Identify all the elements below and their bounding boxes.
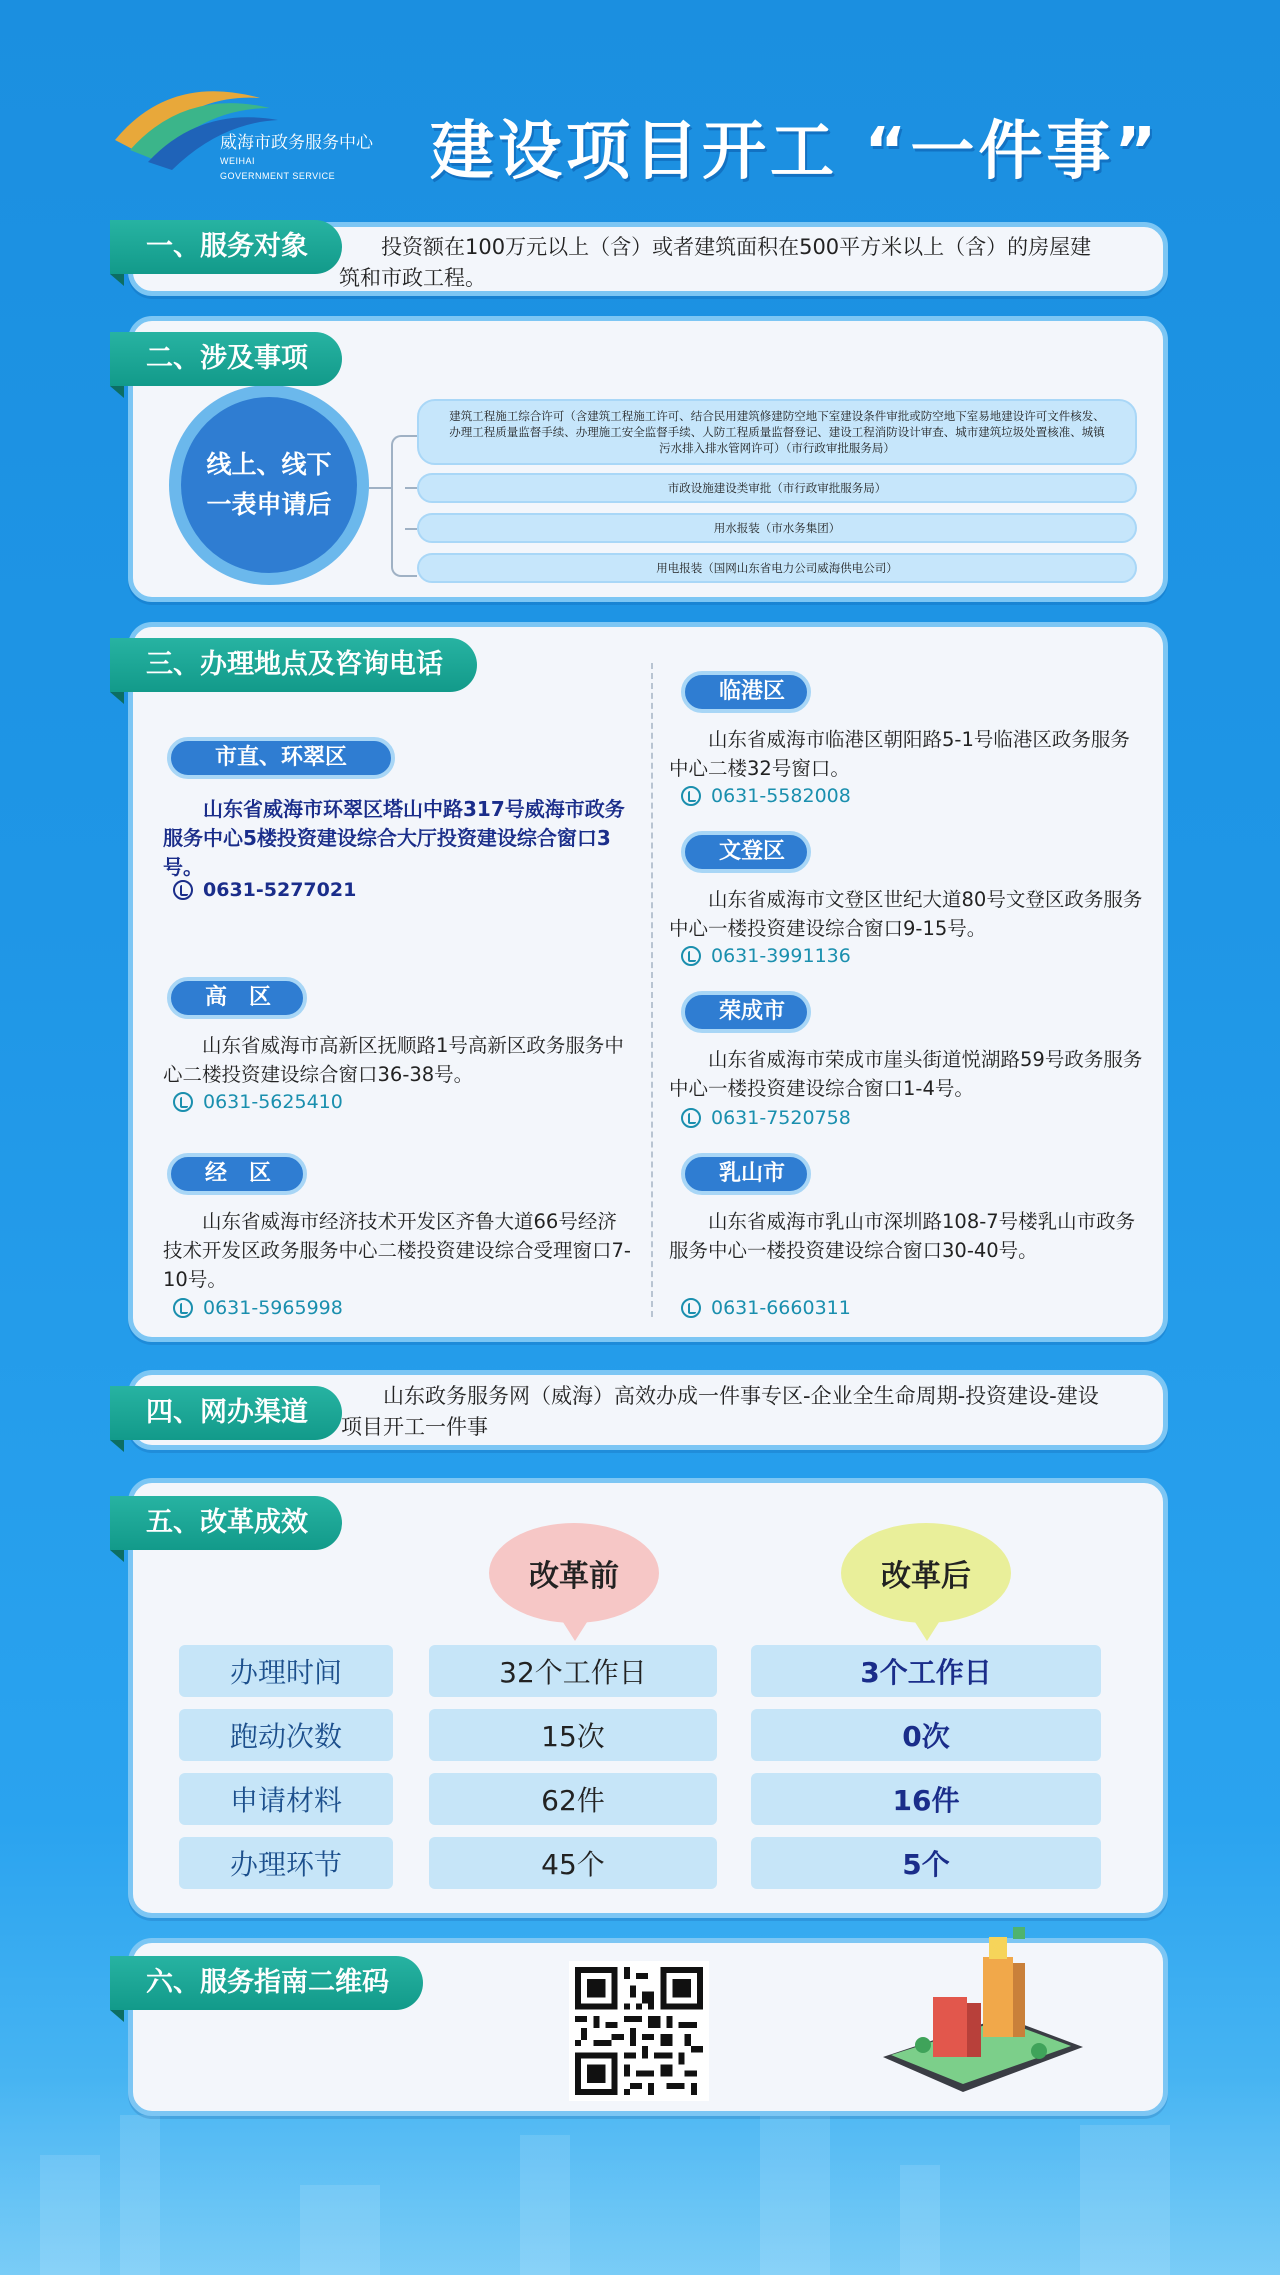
logo-chinese-text: 威海市政务服务中心: [220, 133, 373, 153]
phone-number: 0631-7520758: [711, 1107, 851, 1129]
phone-icon: [173, 1092, 193, 1112]
section-tag-6: 六、服务指南二维码: [110, 1956, 423, 2010]
arrow-item-1: [405, 435, 417, 437]
phone-lingang: [681, 785, 851, 807]
address-gaoqu: 山东省威海市高新区抚顺路1号高新区政务服务中心二楼投资建设综合窗口36-38号。: [163, 1034, 624, 1086]
connector-line: [369, 487, 393, 489]
section-tag-2: 二、涉及事项: [110, 332, 342, 386]
item-pill-1: 建筑工程施工综合许可（含建筑工程施工许可、结合民用建筑修建防空地下室建设条件审批或防空地下室易地建设许可文件核发、办理工程质量监督手续、办理施工安全监督手续、人防工程质量监督登记、建设工程消防设计审查、城市建筑垃圾处置核准、城镇污水排入排水管网许可）（市行政审批服务局）: [417, 399, 1137, 465]
phone-number: 0631-5625410: [203, 1091, 343, 1113]
logo-english-line2: GOVERNMENT SERVICE: [220, 171, 336, 181]
section-tag-3: 三、办理地点及咨询电话: [110, 638, 477, 692]
qr-code[interactable]: [569, 1961, 709, 2101]
phone-icon: [681, 786, 701, 806]
apply-circle: [169, 385, 369, 585]
district-tag-wendeng: 文登区: [681, 831, 811, 873]
district-tag-huancui: 市直、环翠区: [167, 737, 395, 779]
phone-huancui: [173, 879, 356, 901]
after-bubble: 改革后: [841, 1523, 1011, 1623]
row-before-time: 32个工作日: [429, 1645, 717, 1697]
row-label-materials: 申请材料: [179, 1773, 393, 1825]
district-tag-rushan: 乳山市: [681, 1153, 811, 1195]
district-tag-gaoqu: 高 区: [167, 977, 307, 1019]
phone-number: 0631-5277021: [203, 879, 357, 901]
address-wendeng: 山东省威海市文登区世纪大道80号文登区政务服务中心一楼投资建设综合窗口9-15号。: [669, 888, 1143, 940]
header: [110, 78, 1230, 198]
arrow-item-2: [405, 487, 417, 489]
phone-icon: [681, 1108, 701, 1128]
section-locations: [128, 622, 1168, 1342]
bracket-connector: [391, 435, 405, 577]
phone-number: 0631-5582008: [711, 785, 851, 807]
phone-rushan: [681, 1297, 851, 1319]
row-after-materials: 16件: [751, 1773, 1101, 1825]
row-after-trips: 0次: [751, 1709, 1101, 1761]
phone-gaoqu: [173, 1091, 343, 1113]
address-rongcheng: 山东省威海市荣成市崖头街道悦湖路59号政务服务中心一楼投资建设综合窗口1-4号。: [669, 1048, 1143, 1100]
phone-rongcheng: [681, 1107, 851, 1129]
section-tag-5: 五、改革成效: [110, 1496, 342, 1550]
circle-line-1: 线上、线下: [206, 450, 332, 479]
smart-city-illustration: [863, 1917, 1093, 2107]
before-bubble: 改革前: [489, 1523, 659, 1623]
row-before-steps: 45个: [429, 1837, 717, 1889]
district-tag-jingqu: 经 区: [167, 1153, 307, 1195]
phone-icon: [681, 1298, 701, 1318]
phone-jingqu: [173, 1297, 343, 1319]
section-tag-1: 一、服务对象: [110, 220, 342, 274]
phone-number: 0631-6660311: [711, 1297, 851, 1319]
district-tag-lingang: 临港区: [681, 671, 811, 713]
phone-icon: [173, 880, 193, 900]
address-jingqu: 山东省威海市经济技术开发区齐鲁大道66号经济技术开发区政务服务中心二楼投资建设综合受理窗口7-10号。: [163, 1210, 631, 1291]
row-before-materials: 62件: [429, 1773, 717, 1825]
phone-icon: [173, 1298, 193, 1318]
column-divider: [651, 663, 653, 1317]
item-pill-2: 市政设施建设类审批（市行政审批服务局）: [417, 473, 1137, 503]
address-rushan: 山东省威海市乳山市深圳路108-7号楼乳山市政务服务中心一楼投资建设综合窗口30-40号。: [669, 1210, 1136, 1262]
row-label-trips: 跑动次数: [179, 1709, 393, 1761]
row-after-steps: 5个: [751, 1837, 1101, 1889]
row-before-trips: 15次: [429, 1709, 717, 1761]
circle-line-2: 一表申请后: [206, 490, 332, 519]
arrow-item-4: [405, 575, 417, 577]
row-label-steps: 办理环节: [179, 1837, 393, 1889]
page-title: 建设项目开工 “一件事”: [430, 115, 1161, 189]
phone-number: 0631-3991136: [711, 945, 851, 967]
district-tag-rongcheng: 荣成市: [681, 991, 811, 1033]
logo: [110, 78, 400, 188]
row-label-time: 办理时间: [179, 1645, 393, 1697]
phone-number: 0631-5965998: [203, 1297, 343, 1319]
phone-icon: [681, 946, 701, 966]
phone-wendeng: [681, 945, 851, 967]
qr-code-icon: [575, 1967, 703, 2095]
item-pill-4: 用电报装（国网山东省电力公司威海供电公司）: [417, 553, 1137, 583]
service-target-text: 投资额在100万元以上（含）或者建筑面积在500平方米以上（含）的房屋建筑和市政工程。: [339, 235, 1092, 290]
row-after-time: 3个工作日: [751, 1645, 1101, 1697]
section-tag-4: 四、网办渠道: [110, 1386, 342, 1440]
address-huancui: 山东省威海市环翠区塔山中路317号威海市政务服务中心5楼投资建设综合大厅投资建设综合窗口3号。: [163, 797, 625, 879]
address-lingang: 山东省威海市临港区朝阳路5-1号临港区政务服务中心二楼32号窗口。: [669, 728, 1130, 780]
item-pill-3: 用水报装（市水务集团）: [417, 513, 1137, 543]
logo-english-line1: WEIHAI: [220, 156, 256, 166]
arrow-item-3: [405, 528, 417, 530]
online-channel-text: 山东政务服务网（威海）高效办成一件事专区-企业全生命周期-投资建设-建设项目开工一件事: [341, 1384, 1099, 1439]
